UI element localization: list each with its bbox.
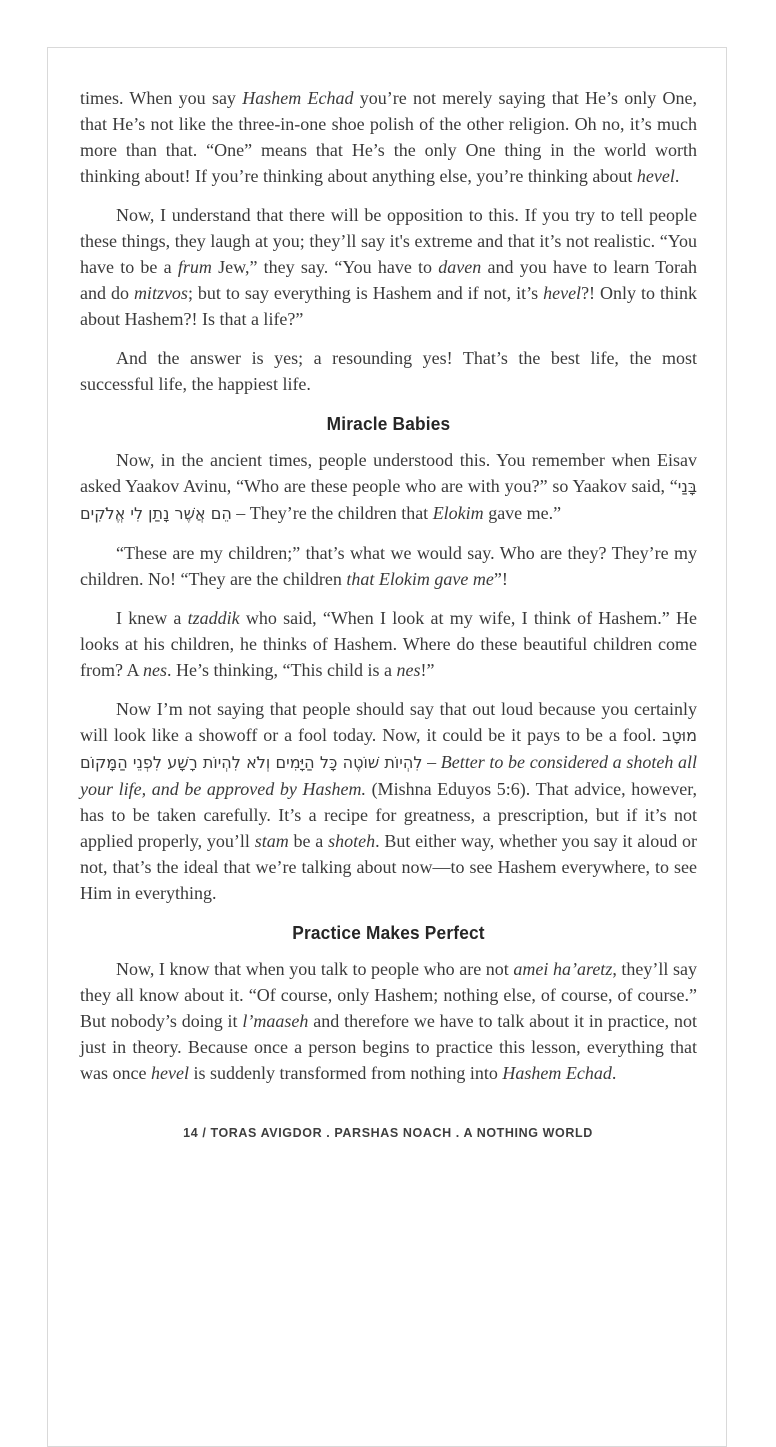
paragraph: Now, I understand that there will be opposition to this. If you try to tell people these things, they laugh at you; they’ll say it's extreme and that it’s not realistic. “You have to be a frum Jew,” they say. “You have to daven and you have to learn Torah and do mitzvos; but to say everything is Hashem and if not, it’s hevel?! Only to think about Hashem?! Is that a life?” [80,205,697,329]
section-heading-miracle-babies: Miracle Babies [326,414,451,434]
paragraph: Now I’m not saying that people should say that out loud because you certainly will look like a showoff or a fool today. Now, it could be it pays to be a fool. מוּטָב לִהְיוֹת שׁוֹטֶה כָּל הַיָּמִים וְלֹא לִהְיוֹת רָשָׁע לִפְנֵי הַמָּקוֹם – Better to be considered a shoteh all your life, and be approved by Hashem. (Mishna Eduyos 5:6). That advice, however, has to be taken carefully. It’s a recipe for greatness, a prescription, but if it’s not applied properly, you’ll stam be a shoteh. But either way, whether you say it aloud or not, that’s the ideal that we’re talking about now—to see Hashem everywhere, to see Him in everything. [80,699,698,903]
article-body [80,85,697,1099]
paragraph: Now, in the ancient times, people understood this. You remember when Eisav asked Yaakov Avinu, “Who are these people who are with you?” so Yaakov said, “בָּנַי הֵם אֲשֶׁר נָתַן לִי אֱלֹקִים – They’re the children that Elokim gave me.” [80,450,697,523]
section-heading-practice-makes-perfect: Practice Makes Perfect [292,923,485,943]
paragraph: times. When you say Hashem Echad you’re not merely saying that He’s only One, that He’s not like the three-in-one shoe polish of the other religion. Oh no, it’s much more than that. “One” means that He’s the only One thing in the world worth thinking about! If you’re thinking about anything else, you’re thinking about hevel. [80,88,697,186]
paragraph: I knew a tzaddik who said, “When I look at my wife, I think of Hashem.” He looks at his children, he thinks of Hashem. Where do these beautiful children come from? A nes. He’s thinking, “This child is a nes!” [80,608,697,680]
paragraph: “These are my children;” that’s what we would say. Who are they? They’re my children. No! “They are the children that Elokim gave me”! [80,543,697,589]
paragraph: And the answer is yes; a resounding yes! That’s the best life, the most successful life, the happiest life. [80,348,697,394]
paragraph: Now, I know that when you talk to people who are not amei ha’aretz, they’ll say they all know about it. “Of course, only Hashem; nothing else, of course, of course.” But nobody’s doing it l’maaseh and therefore we have to talk about it in practice, not just in theory. Because once a person begins to practice this lesson, everything that was once hevel is suddenly transformed from nothing into Hashem Echad. [80,959,698,1083]
page-footer: 14 / TORAS AVIGDOR . PARSHAS NOACH . A NOTHING WORLD [183,1126,593,1140]
